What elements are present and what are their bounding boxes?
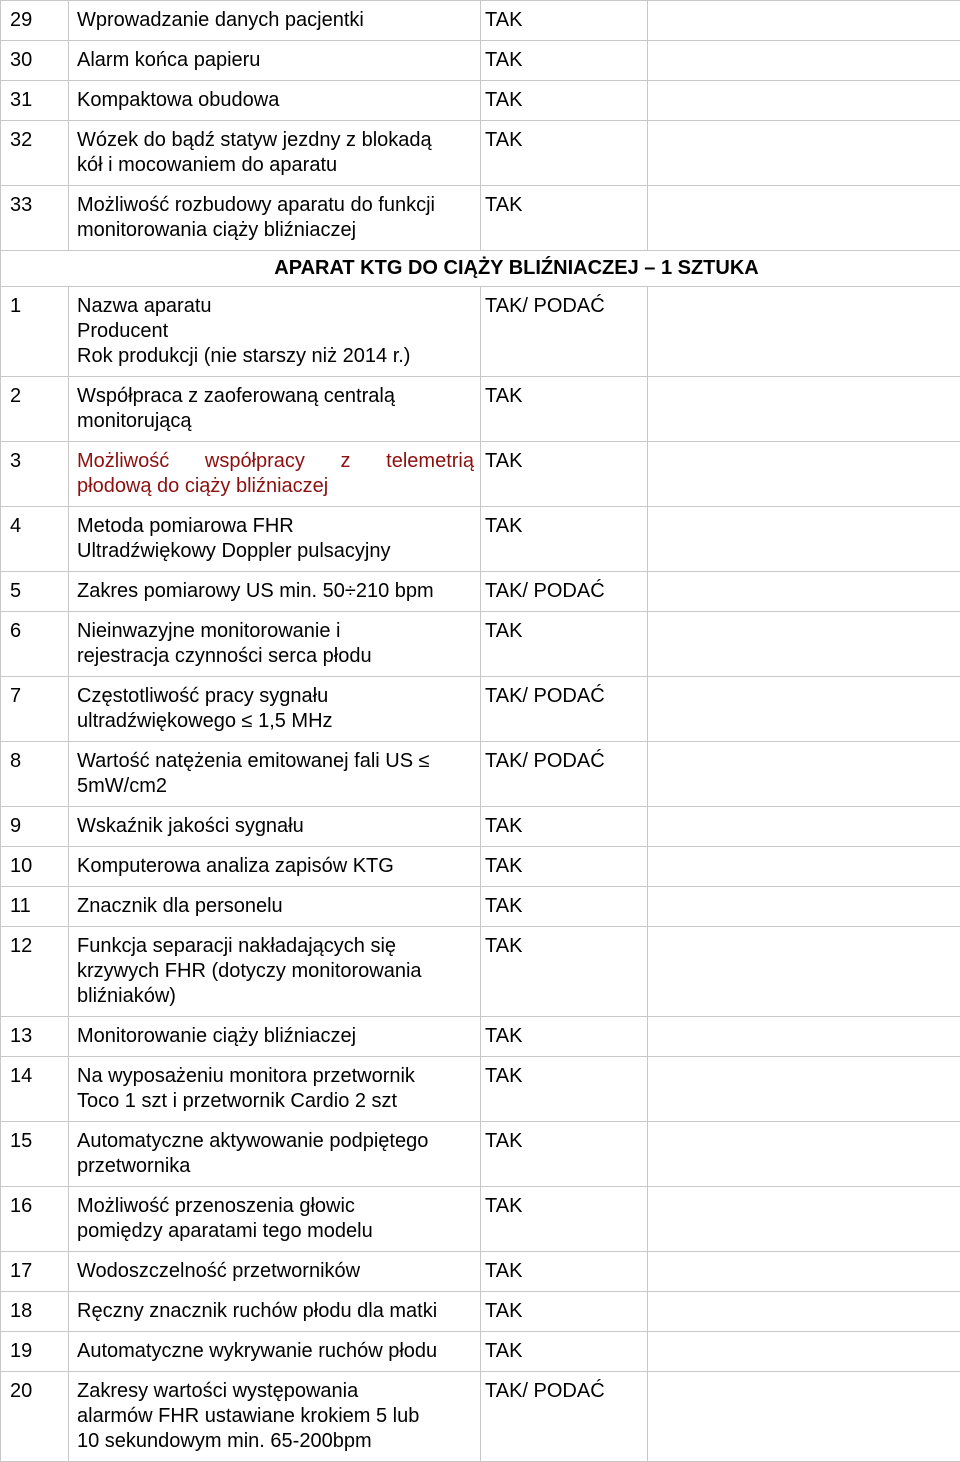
offered-value-cell xyxy=(648,41,960,81)
table-row xyxy=(1,612,960,677)
description-line: Ręczny znacznik ruchów płodu dla matki xyxy=(77,1299,480,1324)
table-row xyxy=(1,887,960,927)
table-row xyxy=(1,1187,960,1252)
offered-value-cell xyxy=(648,572,960,612)
offered-value-cell xyxy=(648,807,960,847)
item-description xyxy=(69,442,481,507)
item-description xyxy=(69,1122,481,1187)
description-line: płodową do ciąży bliźniaczej xyxy=(77,474,480,499)
description-line: Wprowadzanie danych pacjentki xyxy=(77,8,480,33)
table-row xyxy=(1,1372,960,1462)
description-line: Zakresy wartości występowania xyxy=(77,1379,480,1404)
item-description xyxy=(69,1187,481,1252)
required-value: TAK/ PODAĆ xyxy=(481,677,648,742)
description-line: Na wyposażeniu monitora przetwornik xyxy=(77,1064,480,1089)
description-line: Ultradźwiękowy Doppler pulsacyjny xyxy=(77,539,480,564)
required-value: TAK/ PODAĆ xyxy=(481,287,648,377)
description-line: alarmów FHR ustawiane krokiem 5 lub xyxy=(77,1404,480,1429)
required-value: TAK xyxy=(481,1252,648,1292)
section-title: APARAT KTG DO CIĄŻY BLIŹNIACZEJ – 1 SZTUKA xyxy=(1,251,960,287)
item-number: 5 xyxy=(1,572,69,612)
offered-value-cell xyxy=(648,927,960,1017)
offered-value-cell xyxy=(648,442,960,507)
item-number: 33 xyxy=(1,186,69,251)
item-number: 2 xyxy=(1,377,69,442)
item-description xyxy=(69,887,481,927)
table-row xyxy=(1,41,960,81)
item-number: 8 xyxy=(1,742,69,807)
item-description xyxy=(69,287,481,377)
description-line: Producent xyxy=(77,319,480,344)
description-line: monitorowania ciąży bliźniaczej xyxy=(77,218,480,243)
offered-value-cell xyxy=(648,1122,960,1187)
offered-value-cell xyxy=(648,1332,960,1372)
description-line: ultradźwiękowego ≤ 1,5 MHz xyxy=(77,709,480,734)
description-line: kół i mocowaniem do aparatu xyxy=(77,153,480,178)
table-row xyxy=(1,1,960,41)
item-description xyxy=(69,807,481,847)
item-number: 10 xyxy=(1,847,69,887)
table-row xyxy=(1,186,960,251)
required-value: TAK xyxy=(481,81,648,121)
required-value: TAK xyxy=(481,847,648,887)
description-line: Nazwa aparatu xyxy=(77,294,480,319)
offered-value-cell xyxy=(648,742,960,807)
offered-value-cell xyxy=(648,1372,960,1462)
description-line: Wskaźnik jakości sygnału xyxy=(77,814,480,839)
item-number: 20 xyxy=(1,1372,69,1462)
description-line: Toco 1 szt i przetwornik Cardio 2 szt xyxy=(77,1089,480,1114)
description-line: Wodoszczelność przetworników xyxy=(77,1259,480,1284)
table-body-ktg-items xyxy=(1,287,960,1462)
required-value: TAK xyxy=(481,1332,648,1372)
item-description xyxy=(69,186,481,251)
required-value: TAK xyxy=(481,1,648,41)
item-description xyxy=(69,677,481,742)
table-section xyxy=(1,251,960,287)
item-number: 11 xyxy=(1,887,69,927)
description-line: Zakres pomiarowy US min. 50÷210 bpm xyxy=(77,579,480,604)
required-value: TAK/ PODAĆ xyxy=(481,1372,648,1462)
table-row xyxy=(1,847,960,887)
table-row xyxy=(1,1122,960,1187)
item-number: 30 xyxy=(1,41,69,81)
description-line: Możliwość przenoszenia głowic xyxy=(77,1194,480,1219)
table-row xyxy=(1,807,960,847)
description-line: Automatyczne wykrywanie ruchów płodu xyxy=(77,1339,480,1364)
description-line: Automatyczne aktywowanie podpiętego xyxy=(77,1129,480,1154)
offered-value-cell xyxy=(648,847,960,887)
required-value: TAK xyxy=(481,927,648,1017)
item-number: 18 xyxy=(1,1292,69,1332)
offered-value-cell xyxy=(648,612,960,677)
offered-value-cell xyxy=(648,377,960,442)
item-number: 12 xyxy=(1,927,69,1017)
item-description xyxy=(69,612,481,677)
item-description xyxy=(69,1017,481,1057)
item-description xyxy=(69,742,481,807)
item-description xyxy=(69,1332,481,1372)
table-row xyxy=(1,1332,960,1372)
item-number: 4 xyxy=(1,507,69,572)
table-body-previous-items xyxy=(1,1,960,251)
required-value: TAK/ PODAĆ xyxy=(481,572,648,612)
section-header-row xyxy=(1,251,960,287)
required-value: TAK xyxy=(481,41,648,81)
description-line: Współpraca z zaoferowaną centralą xyxy=(77,384,480,409)
required-value: TAK xyxy=(481,1057,648,1122)
offered-value-cell xyxy=(648,1057,960,1122)
item-description xyxy=(69,41,481,81)
offered-value-cell xyxy=(648,186,960,251)
item-number: 17 xyxy=(1,1252,69,1292)
required-value: TAK xyxy=(481,442,648,507)
description-line: przetwornika xyxy=(77,1154,480,1179)
required-value: TAK xyxy=(481,1292,648,1332)
offered-value-cell xyxy=(648,121,960,186)
required-value: TAK xyxy=(481,121,648,186)
offered-value-cell xyxy=(648,887,960,927)
description-line: 5mW/cm2 xyxy=(77,774,480,799)
item-number: 16 xyxy=(1,1187,69,1252)
item-number: 9 xyxy=(1,807,69,847)
description-line: Alarm końca papieru xyxy=(77,48,480,73)
item-description xyxy=(69,1292,481,1332)
item-number: 29 xyxy=(1,1,69,41)
table-row xyxy=(1,287,960,377)
item-number: 31 xyxy=(1,81,69,121)
description-line: Nieinwazyjne monitorowanie i xyxy=(77,619,480,644)
description-line: Możliwość współpracy z telemetrią xyxy=(77,449,480,474)
offered-value-cell xyxy=(648,1292,960,1332)
item-number: 14 xyxy=(1,1057,69,1122)
table-row xyxy=(1,442,960,507)
offered-value-cell xyxy=(648,1252,960,1292)
table-row xyxy=(1,1057,960,1122)
offered-value-cell xyxy=(648,287,960,377)
item-number: 15 xyxy=(1,1122,69,1187)
table-row xyxy=(1,572,960,612)
description-line: rejestracja czynności serca płodu xyxy=(77,644,480,669)
offered-value-cell xyxy=(648,81,960,121)
table-row xyxy=(1,1252,960,1292)
offered-value-cell xyxy=(648,1187,960,1252)
item-description xyxy=(69,121,481,186)
table-row xyxy=(1,121,960,186)
item-number: 6 xyxy=(1,612,69,677)
item-description xyxy=(69,847,481,887)
required-value: TAK xyxy=(481,612,648,677)
offered-value-cell xyxy=(648,1017,960,1057)
table-row xyxy=(1,377,960,442)
item-description xyxy=(69,927,481,1017)
description-line: Kompaktowa obudowa xyxy=(77,88,480,113)
table-row xyxy=(1,677,960,742)
description-line: Wózek do bądź statyw jezdny z blokadą xyxy=(77,128,480,153)
required-value: TAK xyxy=(481,887,648,927)
table-row xyxy=(1,507,960,572)
item-description xyxy=(69,81,481,121)
item-description xyxy=(69,1372,481,1462)
offered-value-cell xyxy=(648,507,960,572)
description-line: bliźniaków) xyxy=(77,984,480,1009)
table-row xyxy=(1,742,960,807)
required-value: TAK xyxy=(481,1122,648,1187)
required-value: TAK xyxy=(481,377,648,442)
item-number: 1 xyxy=(1,287,69,377)
description-line: 10 sekundowym min. 65-200bpm xyxy=(77,1429,480,1454)
item-number: 13 xyxy=(1,1017,69,1057)
description-line: Częstotliwość pracy sygnału xyxy=(77,684,480,709)
description-line: monitorującą xyxy=(77,409,480,434)
table-row xyxy=(1,81,960,121)
item-description xyxy=(69,1,481,41)
description-line: Znacznik dla personelu xyxy=(77,894,480,919)
item-number: 7 xyxy=(1,677,69,742)
description-line: Funkcja separacji nakładających się xyxy=(77,934,480,959)
table-row xyxy=(1,927,960,1017)
item-description xyxy=(69,1252,481,1292)
description-line: Wartość natężenia emitowanej fali US ≤ xyxy=(77,749,480,774)
description-line: Komputerowa analiza zapisów KTG xyxy=(77,854,480,879)
offered-value-cell xyxy=(648,1,960,41)
description-line: Rok produkcji (nie starszy niż 2014 r.) xyxy=(77,344,480,369)
description-line: krzywych FHR (dotyczy monitorowania xyxy=(77,959,480,984)
item-number: 32 xyxy=(1,121,69,186)
required-value: TAK/ PODAĆ xyxy=(481,742,648,807)
item-description xyxy=(69,572,481,612)
required-value: TAK xyxy=(481,507,648,572)
required-value: TAK xyxy=(481,1187,648,1252)
description-line: Monitorowanie ciąży bliźniaczej xyxy=(77,1024,480,1049)
item-description xyxy=(69,507,481,572)
description-line: pomiędzy aparatami tego modelu xyxy=(77,1219,480,1244)
item-description xyxy=(69,377,481,442)
table-row xyxy=(1,1292,960,1332)
required-value: TAK xyxy=(481,186,648,251)
description-line: Możliwość rozbudowy aparatu do funkcji xyxy=(77,193,480,218)
item-number: 3 xyxy=(1,442,69,507)
required-value: TAK xyxy=(481,1017,648,1057)
offered-value-cell xyxy=(648,677,960,742)
item-number: 19 xyxy=(1,1332,69,1372)
required-value: TAK xyxy=(481,807,648,847)
item-description xyxy=(69,1057,481,1122)
table-row xyxy=(1,1017,960,1057)
description-line: Metoda pomiarowa FHR xyxy=(77,514,480,539)
